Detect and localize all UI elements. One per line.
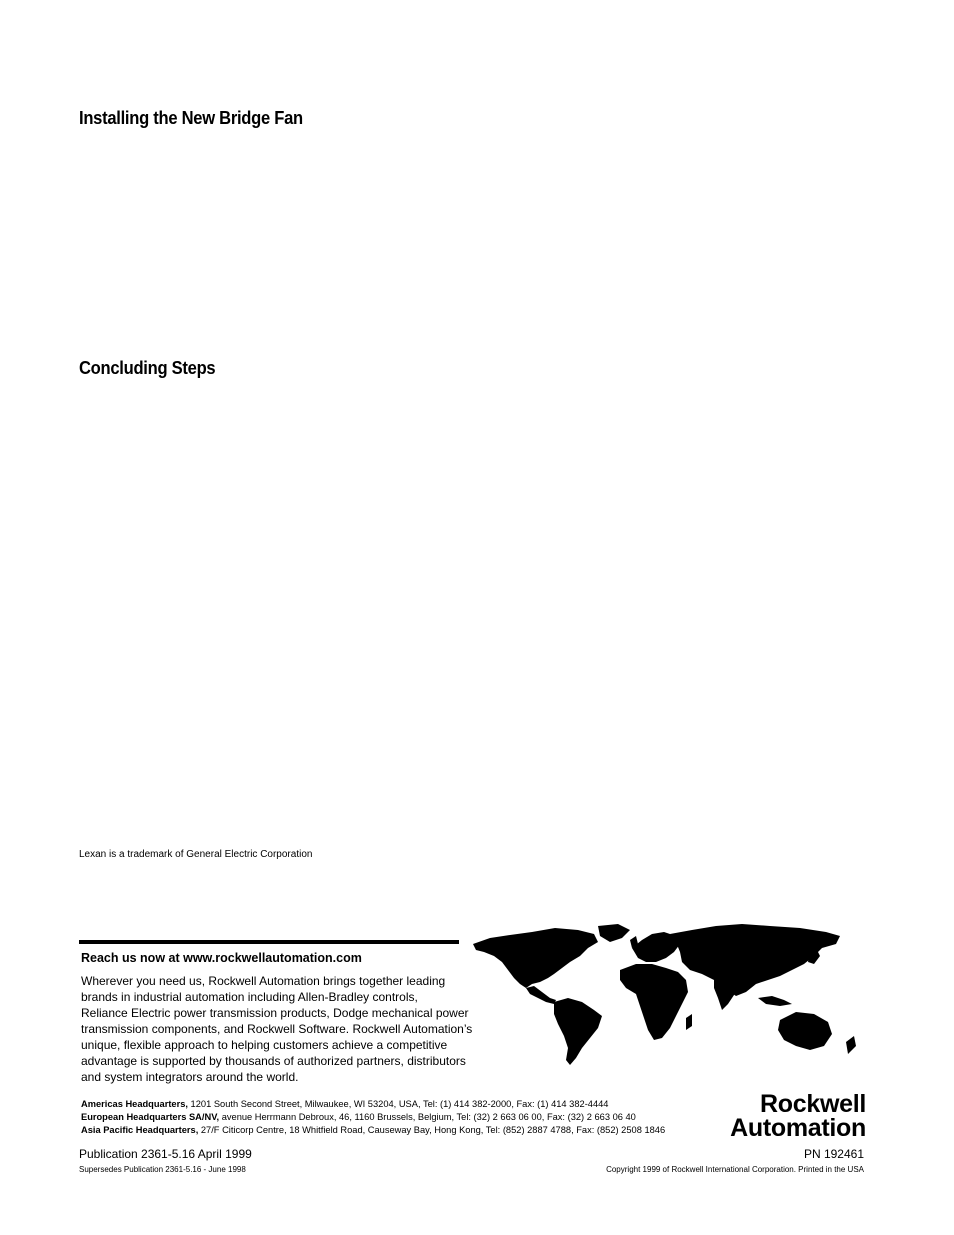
company-blurb <box>81 973 473 1085</box>
blurb-line: unique, flexible approach to helping customers achieve a competitive <box>81 1038 448 1052</box>
logo-line-2: Automation <box>730 1114 866 1142</box>
blurb-line: brands in industrial automation including Allen-Bradley controls, <box>81 990 418 1004</box>
rockwell-automation-logo <box>684 1092 866 1140</box>
logo-line-1: Rockwell <box>760 1090 866 1118</box>
hq-address: 27/F Citicorp Centre, 18 Whitfield Road, Causeway Bay, Hong Kong, Tel: (852) 2887 4788, Fax: (852) 2508 1846 <box>198 1125 666 1135</box>
blurb-line: advantage is supported by thousands of authorized partners, distributors <box>81 1054 466 1068</box>
hq-name: Americas Headquarters, <box>81 1099 188 1109</box>
hq-asia-pacific <box>81 1124 665 1137</box>
world-map-icon <box>470 922 866 1067</box>
hq-americas <box>81 1098 665 1111</box>
publication-number: Publication 2361-5.16 April 1999 <box>79 1147 252 1161</box>
trademark-note: Lexan is a trademark of General Electric Corporation <box>79 849 313 860</box>
hq-address: avenue Herrmann Debroux, 46, 1160 Brussels, Belgium, Tel: (32) 2 663 06 00, Fax: (32) 2 663 06 40 <box>219 1112 636 1122</box>
hq-address: 1201 South Second Street, Milwaukee, WI 53204, USA, Tel: (1) 414 382-2000, Fax: (1) 414 382-4444 <box>187 1099 609 1109</box>
divider-rule <box>79 940 459 944</box>
hq-name: Asia Pacific Headquarters, <box>81 1125 199 1135</box>
headquarters-list <box>81 1098 665 1137</box>
hq-name: European Headquarters SA/NV, <box>81 1112 220 1122</box>
supersedes-note: Supersedes Publication 2361-5.16 - June 1998 <box>79 1165 246 1174</box>
blurb-line: transmission components, and Rockwell Software. Rockwell Automation’s <box>81 1022 473 1036</box>
blurb-line: Reliance Electric power transmission products, Dodge mechanical power <box>81 1006 469 1020</box>
section-heading-concluding: Concluding Steps <box>79 358 216 378</box>
hq-europe <box>81 1111 665 1124</box>
part-number: PN 192461 <box>803 1147 864 1161</box>
reach-us-link[interactable]: Reach us now at www.rockwellautomation.com <box>81 951 362 965</box>
blurb-line: and system integrators around the world. <box>81 1070 299 1084</box>
section-heading-installing: Installing the New Bridge Fan <box>79 108 303 128</box>
blurb-line: Wherever you need us, Rockwell Automation brings together leading <box>81 974 446 988</box>
copyright-note: Copyright 1999 of Rockwell International Corporation. Printed in the USA <box>606 1165 864 1174</box>
